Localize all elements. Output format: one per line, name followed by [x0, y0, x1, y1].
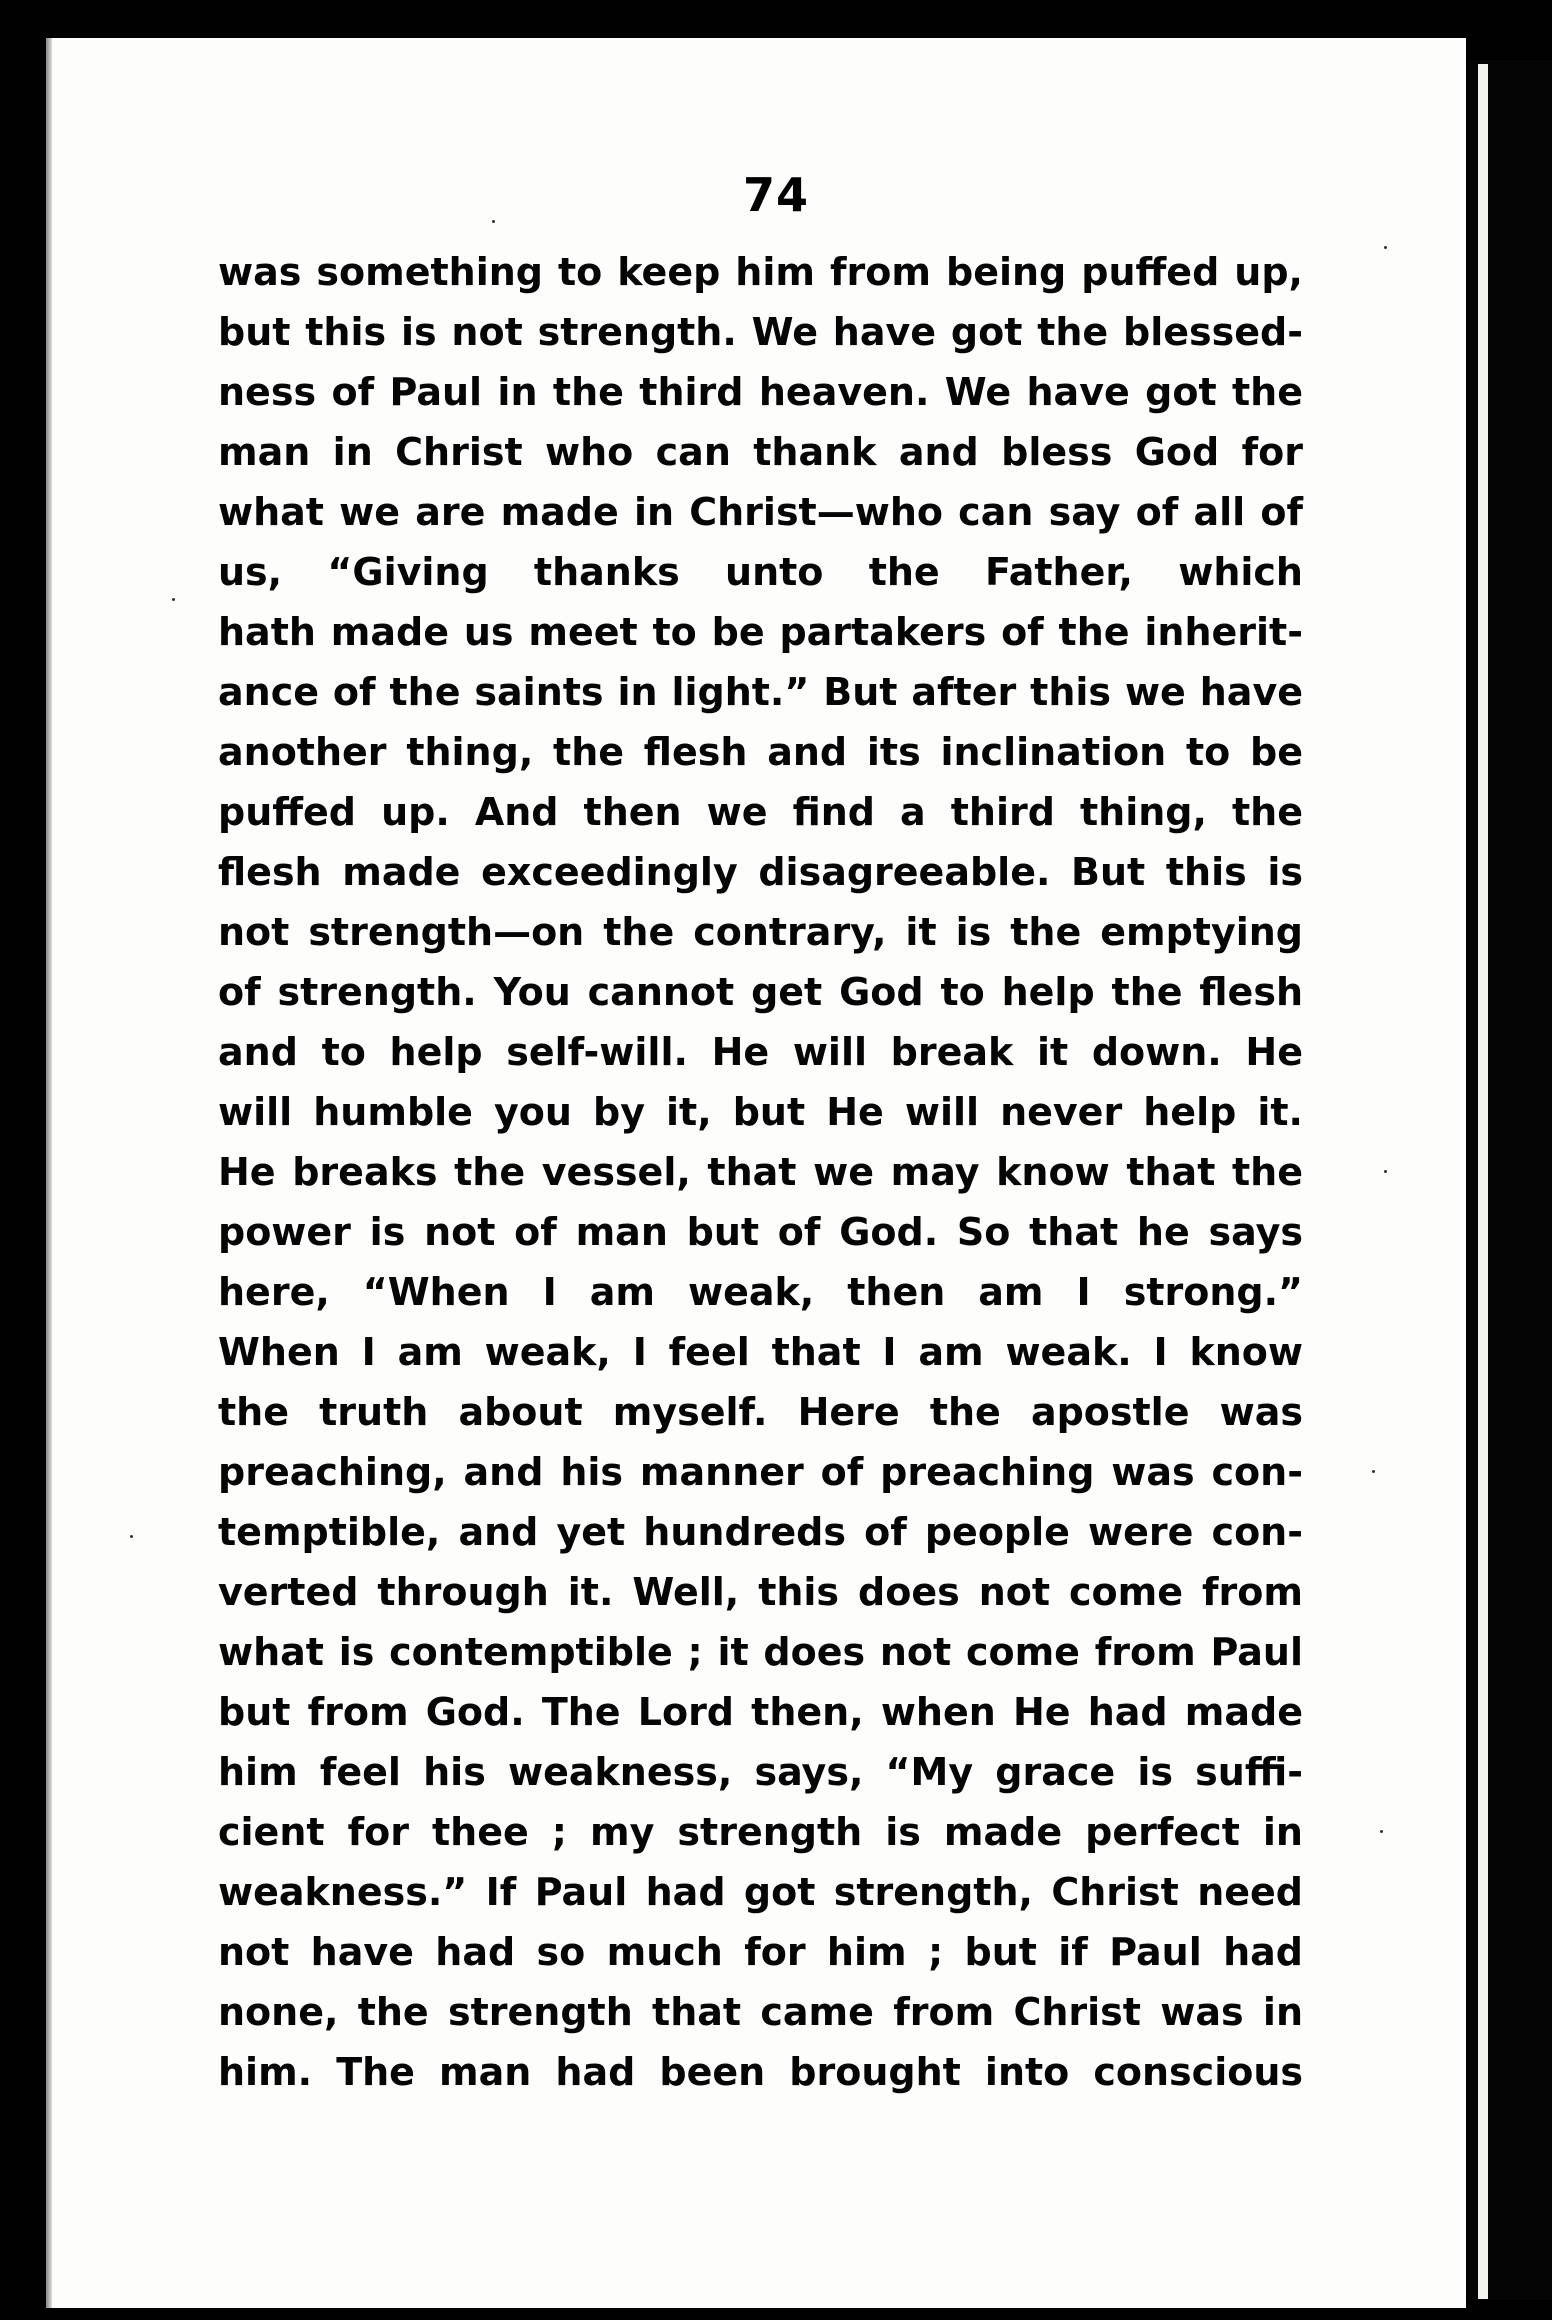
scan-speck [1384, 246, 1387, 249]
scan-speck [172, 598, 175, 601]
text-line: of strength. You cannot get God to help the flesh [218, 970, 1303, 1014]
scan-speck [130, 1535, 133, 1538]
text-line: cient for thee ; my strength is made perfect in [218, 1810, 1303, 1854]
text-line: the truth about myself. Here the apostle was [218, 1390, 1303, 1434]
text-line: here, “When I am weak, then am I strong.” [218, 1270, 1303, 1314]
text-line: flesh made exceedingly disagreeable. But this is [218, 850, 1303, 894]
text-line: verted through it. Well, this does not come from [218, 1570, 1303, 1614]
text-line: When I am weak, I feel that I am weak. I know [218, 1330, 1303, 1374]
text-line: preaching, and his manner of preaching was con- [218, 1450, 1303, 1494]
text-line: man in Christ who can thank and bless God for [218, 430, 1303, 474]
scan-speck [1384, 1170, 1387, 1173]
text-line: another thing, the flesh and its inclination to be [218, 730, 1303, 774]
scan-speck [1380, 1830, 1383, 1833]
scan-speck [1372, 1470, 1375, 1473]
text-line: ness of Paul in the third heaven. We have got the [218, 370, 1303, 414]
text-line: what we are made in Christ—who can say of all of [218, 490, 1303, 534]
text-line: him. The man had been brought into conscious [218, 2050, 1303, 2094]
text-line: but from God. The Lord then, when He had made [218, 1690, 1303, 1734]
adjacent-page-strip [1478, 64, 1488, 2299]
text-line: not strength—on the contrary, it is the emptying [218, 910, 1303, 954]
page-gutter-shadow [46, 38, 52, 2308]
text-line: He breaks the vessel, that we may know that the [218, 1150, 1303, 1194]
text-line: will humble you by it, but He will never help it. [218, 1090, 1303, 1134]
scan-speck [492, 220, 495, 223]
text-line: and to help self-will. He will break it down. He [218, 1030, 1303, 1074]
text-line: not have had so much for him ; but if Paul had [218, 1930, 1303, 1974]
text-line: temptible, and yet hundreds of people were con- [218, 1510, 1303, 1554]
text-line: us, “Giving thanks unto the Father, which [218, 550, 1303, 594]
text-line: hath made us meet to be partakers of the inherit- [218, 610, 1303, 654]
text-line: him feel his weakness, says, “My grace is suffi- [218, 1750, 1303, 1794]
text-line: was something to keep him from being puffed up, [218, 250, 1303, 294]
text-line: puffed up. And then we find a third thing, the [218, 790, 1303, 834]
page-number: 74 [742, 168, 809, 222]
text-line: weakness.” If Paul had got strength, Christ need [218, 1870, 1303, 1914]
text-line: ance of the saints in light.” But after this we have [218, 670, 1303, 714]
text-line: but this is not strength. We have got the blessed- [218, 310, 1303, 354]
body-text [218, 242, 1303, 2102]
text-line: power is not of man but of God. So that he says [218, 1210, 1303, 1254]
text-line: none, the strength that came from Christ was in [218, 1990, 1303, 2034]
text-line: what is contemptible ; it does not come from Paul [218, 1630, 1303, 1674]
